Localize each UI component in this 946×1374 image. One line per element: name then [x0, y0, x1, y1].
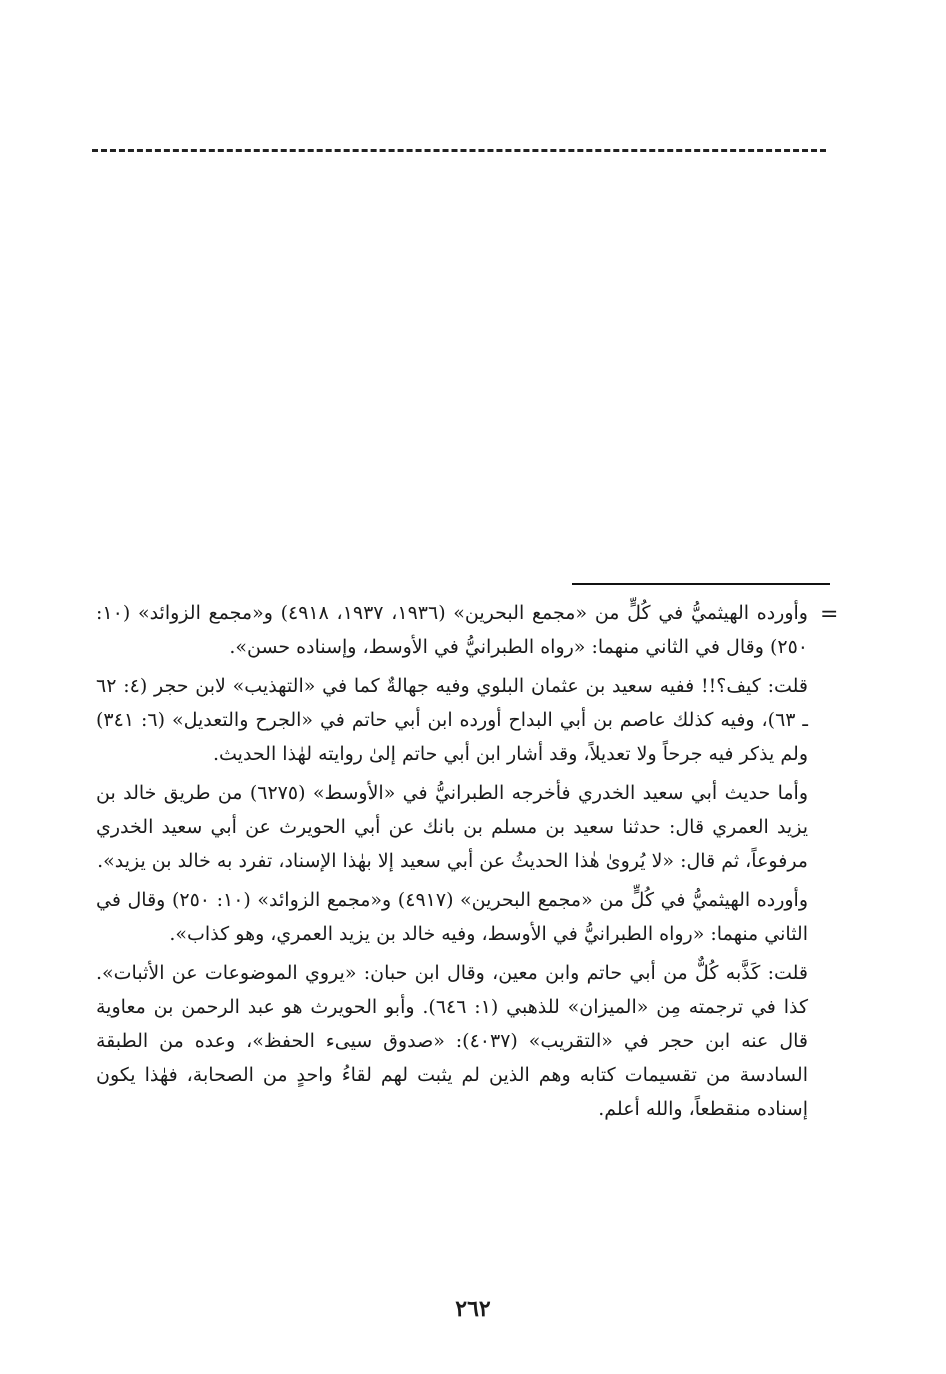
footnote-paragraph: وأورده الهيثميُّ في كُلٍّ من «مجمع البحرين» (١٩٣٦، ١٩٣٧، ٤٩١٨) و«مجمع الزوائد» (١٠: ٢٥٠) وقال في الثاني منهما: «رواه الطبرانيُّ في الأوسط، وإسناده حسن».: [96, 602, 808, 658]
footnote-separator-line: [572, 583, 830, 585]
dashed-separator: [92, 149, 826, 152]
footnote-paragraph: قلت: كيف؟!! ففيه سعيد بن عثمان البلوي وفيه جهالةٌ كما في «التهذيب» لابن حجر (٤: ٦٢ ـ ٦٣)، وفيه كذلك عاصم بن أبي البداح أورده ابن أبي حاتم في «الجرح والتعديل» (٦: ٣٤١) ولم يذكر فيه جرحاً ولا تعديلاً، وقد أشار ابن أبي حاتم إلىٰ روايته لهٰذا الحديث.: [96, 675, 809, 765]
page-number: ٢٦٢: [455, 1296, 491, 1322]
footnote-paragraph: قلت: كَذَّبه كُلٌّ من أبي حاتم وابن معين، وقال ابن حبان: «يروي الموضوعات عن الأثبات». كذا في ترجمته مِن «الميزان» للذهبي (١: ٦٤٦). وأبو الحويرث هو عبد الرحمن بن معاوية قال عنه ابن حجر في «التقريب» (٤٠٣٧): «صدوق سيىء الحفظ»، وعده من الطبقة السادسة من تقسيمات كتابه وهم الذين لم يثبت لهم لقاءُ واحدٍ من الصحابة، فهٰذا يكون إسناده منقطعاً، والله أعلم.: [96, 962, 808, 1120]
footnote-paragraph: وأورده الهيثميُّ في كُلٍّ من «مجمع البحرين» (٤٩١٧) و«مجمع الزوائد» (١٠: ٢٥٠) وقال في الثاني منهما: «رواه الطبرانيُّ في الأوسط، وفيه خالد بن يزيد العمري، وهو كذاب».: [96, 889, 808, 945]
footnote-paragraph: وأما حديث أبي سعيد الخدري فأخرجه الطبرانيُّ في «الأوسط» (٦٢٧٥) من طريق خالد بن يزيد العمري قال: حدثنا سعيد بن مسلم بن بانك عن أبي الحويرث عن أبي سعيد الخدري مرفوعاً، ثم قال: «لا يُروىٰ هٰذا الحديثُ عن أبي سعيد إلا بهٰذا الإسناد، تفرد به خالد بن يزيد».: [96, 782, 808, 872]
footnotes-block: [96, 596, 808, 1131]
footnote-continuation-marker: =: [820, 602, 839, 627]
